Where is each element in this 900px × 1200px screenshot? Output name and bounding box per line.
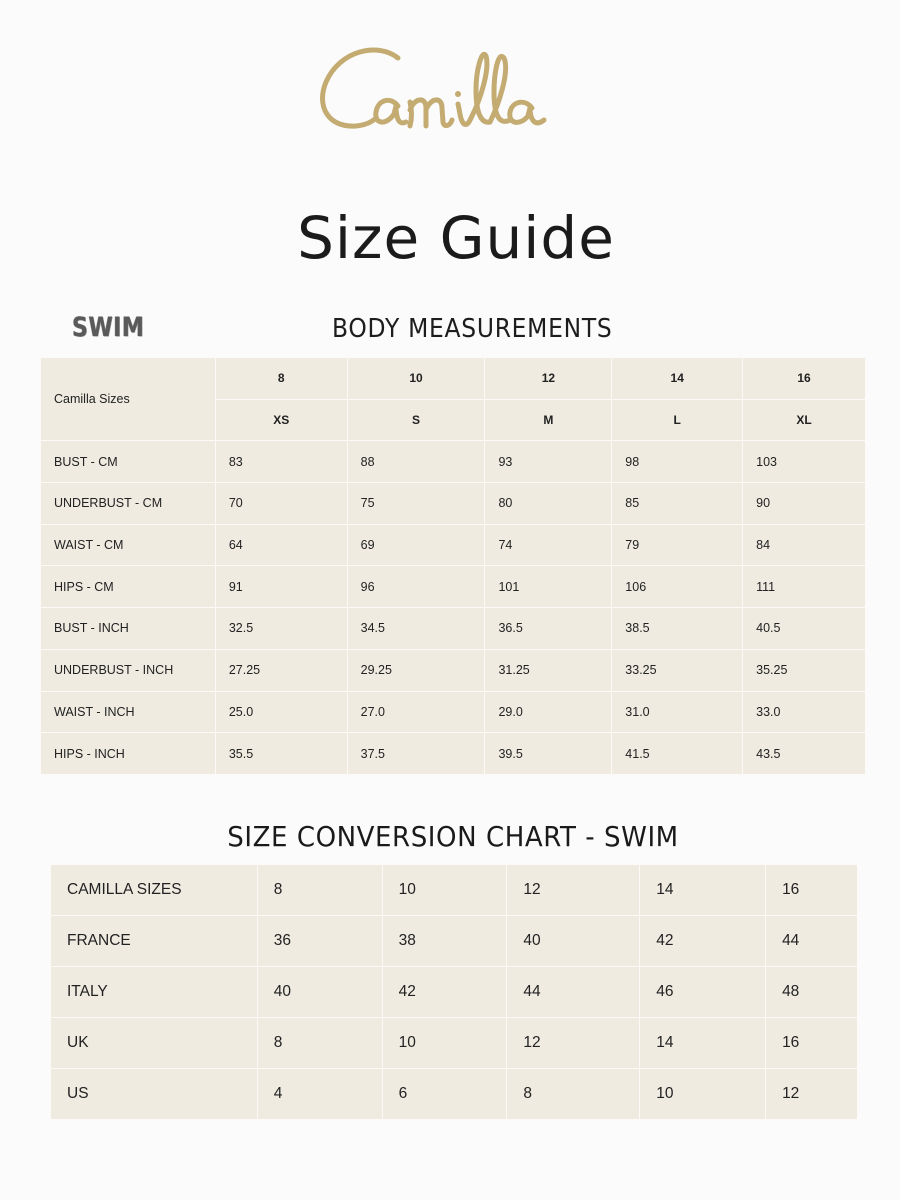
measurement-row: [41, 733, 866, 775]
value-cell: 83: [215, 441, 347, 483]
value-cell: 42: [382, 967, 507, 1018]
camilla-script-logo: [300, 30, 600, 150]
value-cell: 39.5: [485, 733, 612, 775]
row-label: CAMILLA SIZES: [51, 865, 258, 916]
measurement-row: [41, 649, 866, 691]
value-cell: 38.5: [612, 608, 743, 650]
value-cell: 33.0: [743, 691, 866, 733]
value-cell: 64: [215, 524, 347, 566]
value-cell: 101: [485, 566, 612, 608]
measurement-row: [41, 691, 866, 733]
size-letter-cell: S: [347, 399, 485, 441]
measurement-row: [41, 483, 866, 525]
measurement-row: [41, 608, 866, 650]
value-cell: 8: [507, 1069, 640, 1120]
value-cell: 25.0: [215, 691, 347, 733]
value-cell: 6: [382, 1069, 507, 1120]
category-label: SWIM: [72, 312, 145, 343]
value-cell: 16: [766, 1018, 858, 1069]
value-cell: 103: [743, 441, 866, 483]
value-cell: 40: [507, 916, 640, 967]
value-cell: 4: [257, 1069, 382, 1120]
size-letter-cell: L: [612, 399, 743, 441]
value-cell: 14: [640, 865, 766, 916]
row-label: HIPS - CM: [41, 566, 216, 608]
value-cell: 34.5: [347, 608, 485, 650]
row-label: BUST - INCH: [41, 608, 216, 650]
value-cell: 36.5: [485, 608, 612, 650]
conversion-row: [51, 967, 858, 1018]
value-cell: 12: [507, 1018, 640, 1069]
value-cell: 85: [612, 483, 743, 525]
measurement-row: [41, 566, 866, 608]
body-measurements-title: BODY MEASUREMENTS: [332, 314, 613, 344]
row-label: ITALY: [51, 967, 258, 1018]
size-letter-cell: XL: [743, 399, 866, 441]
row-label: UNDERBUST - CM: [41, 483, 216, 525]
value-cell: 44: [507, 967, 640, 1018]
value-cell: 93: [485, 441, 612, 483]
camilla-logo: [300, 30, 600, 150]
value-cell: 106: [612, 566, 743, 608]
value-cell: 75: [347, 483, 485, 525]
value-cell: 40: [257, 967, 382, 1018]
value-cell: 70: [215, 483, 347, 525]
value-cell: 96: [347, 566, 485, 608]
row-label: HIPS - INCH: [41, 733, 216, 775]
size-number-cell: 10: [347, 358, 485, 400]
value-cell: 12: [507, 865, 640, 916]
value-cell: 48: [766, 967, 858, 1018]
value-cell: 88: [347, 441, 485, 483]
size-number-cell: 14: [612, 358, 743, 400]
value-cell: 69: [347, 524, 485, 566]
value-cell: 27.25: [215, 649, 347, 691]
value-cell: 91: [215, 566, 347, 608]
value-cell: 29.25: [347, 649, 485, 691]
value-cell: 44: [766, 916, 858, 967]
size-letter-cell: M: [485, 399, 612, 441]
conversion-row: [51, 1069, 858, 1120]
value-cell: 10: [640, 1069, 766, 1120]
size-conversion-table: [50, 864, 858, 1120]
conversion-row: [51, 865, 858, 916]
measurement-row: [41, 441, 866, 483]
measurement-row: [41, 524, 866, 566]
row-label: UK: [51, 1018, 258, 1069]
size-number-cell: 8: [215, 358, 347, 400]
row-label: BUST - CM: [41, 441, 216, 483]
row-label: UNDERBUST - INCH: [41, 649, 216, 691]
row-label: WAIST - INCH: [41, 691, 216, 733]
value-cell: 79: [612, 524, 743, 566]
row-label: WAIST - CM: [41, 524, 216, 566]
size-number-row: [41, 358, 866, 400]
value-cell: 74: [485, 524, 612, 566]
body-measurements-table: [40, 357, 866, 775]
row-label: US: [51, 1069, 258, 1120]
value-cell: 98: [612, 441, 743, 483]
value-cell: 8: [257, 1018, 382, 1069]
camilla-sizes-header: Camilla Sizes: [41, 358, 216, 441]
size-number-cell: 12: [485, 358, 612, 400]
value-cell: 38: [382, 916, 507, 967]
value-cell: 12: [766, 1069, 858, 1120]
value-cell: 36: [257, 916, 382, 967]
value-cell: 35.5: [215, 733, 347, 775]
value-cell: 31.0: [612, 691, 743, 733]
conversion-row: [51, 916, 858, 967]
value-cell: 46: [640, 967, 766, 1018]
page-title: Size Guide: [297, 204, 615, 272]
value-cell: 33.25: [612, 649, 743, 691]
value-cell: 31.25: [485, 649, 612, 691]
value-cell: 80: [485, 483, 612, 525]
value-cell: 27.0: [347, 691, 485, 733]
value-cell: 90: [743, 483, 866, 525]
value-cell: 84: [743, 524, 866, 566]
row-label: FRANCE: [51, 916, 258, 967]
value-cell: 111: [743, 566, 866, 608]
value-cell: 14: [640, 1018, 766, 1069]
value-cell: 29.0: [485, 691, 612, 733]
value-cell: 40.5: [743, 608, 866, 650]
value-cell: 35.25: [743, 649, 866, 691]
value-cell: 37.5: [347, 733, 485, 775]
value-cell: 10: [382, 865, 507, 916]
value-cell: 43.5: [743, 733, 866, 775]
size-number-cell: 16: [743, 358, 866, 400]
value-cell: 42: [640, 916, 766, 967]
value-cell: 16: [766, 865, 858, 916]
value-cell: 32.5: [215, 608, 347, 650]
value-cell: 10: [382, 1018, 507, 1069]
size-letter-cell: XS: [215, 399, 347, 441]
conversion-chart-title: SIZE CONVERSION CHART - SWIM: [227, 820, 679, 853]
conversion-row: [51, 1018, 858, 1069]
value-cell: 41.5: [612, 733, 743, 775]
value-cell: 8: [257, 865, 382, 916]
